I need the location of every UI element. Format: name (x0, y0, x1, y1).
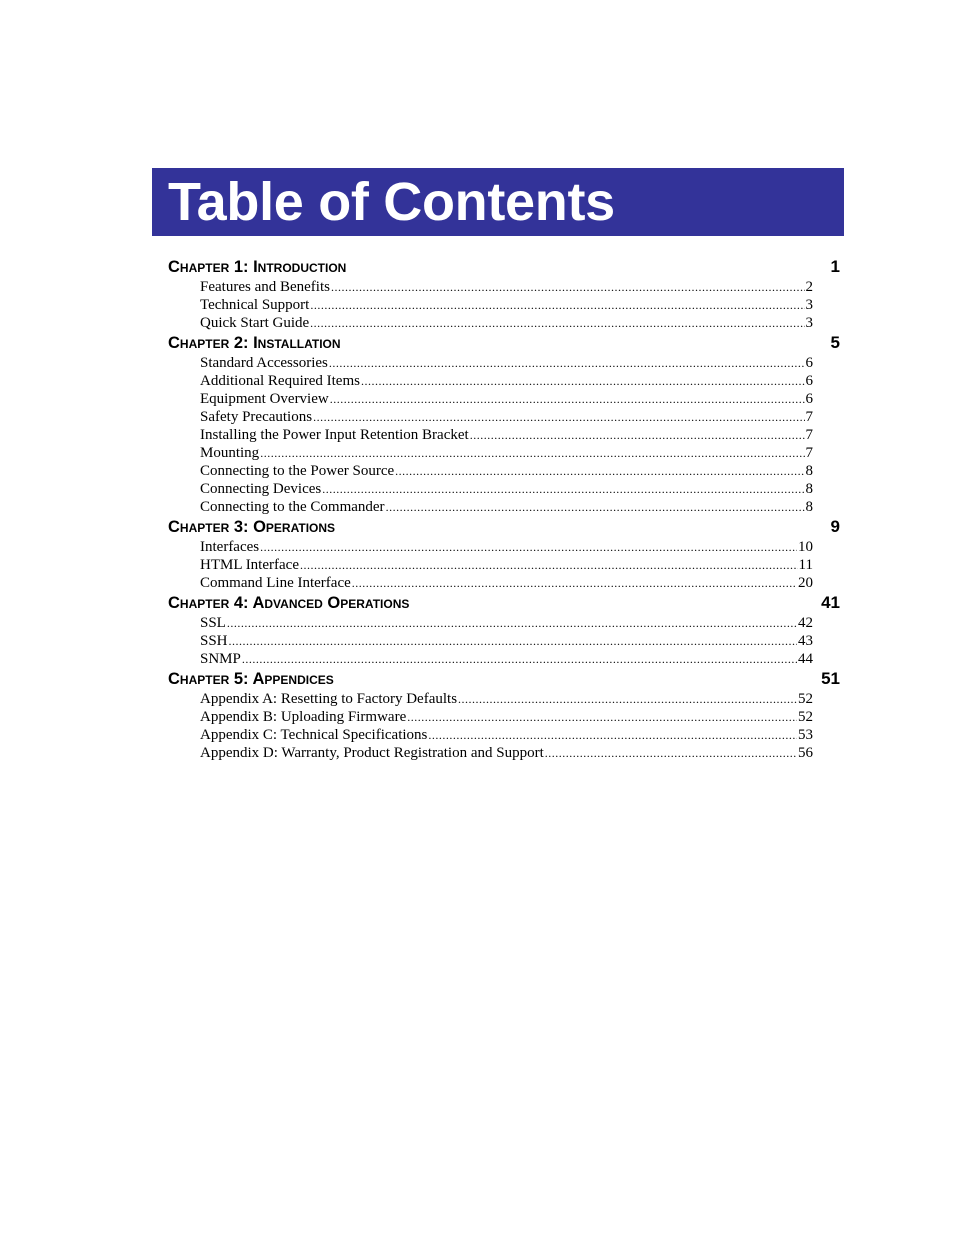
toc-entry-page-number: 6 (805, 355, 813, 371)
dot-leader (322, 480, 804, 498)
toc-entry-title: Technical Support (200, 297, 310, 313)
toc-entry-title: Standard Accessories (200, 355, 328, 371)
chapter-page-number: 51 (821, 669, 840, 688)
chapter-heading[interactable] (168, 516, 840, 538)
toc-entry-title: Additional Required Items (200, 373, 360, 389)
toc-entry[interactable] (200, 690, 813, 708)
dot-leader (330, 390, 805, 408)
dot-leader (395, 462, 804, 480)
toc-entry-page-number: 7 (805, 409, 813, 425)
dot-leader (352, 574, 797, 592)
toc-entry-title: Features and Benefits (200, 279, 330, 295)
toc-entry[interactable] (200, 354, 813, 372)
dot-leader (260, 538, 797, 556)
toc-entry[interactable] (200, 480, 813, 498)
toc-entry-title: Interfaces (200, 539, 260, 555)
toc-entry-page-number: 6 (805, 391, 813, 407)
toc-entry-page-number: 7 (805, 445, 813, 461)
toc-entry-title: SNMP (200, 651, 241, 667)
dot-leader (361, 372, 805, 390)
toc-entry[interactable] (200, 390, 813, 408)
toc-entry-title: Appendix B: Uploading Firmware (200, 709, 407, 725)
chapter-heading[interactable] (168, 256, 840, 278)
toc-entry-title: Connecting Devices (200, 481, 322, 497)
toc-entry[interactable] (200, 538, 813, 556)
toc-entry-page-number: 8 (805, 481, 813, 497)
toc-entry[interactable] (200, 650, 813, 668)
toc-entry-title: Quick Start Guide (200, 315, 310, 331)
dot-leader (331, 278, 805, 296)
toc-entry[interactable] (200, 556, 813, 574)
toc-entry[interactable] (200, 296, 813, 314)
toc-entry[interactable] (200, 408, 813, 426)
table-of-contents (168, 256, 840, 762)
toc-entry[interactable] (200, 372, 813, 390)
chapter-heading[interactable] (168, 592, 840, 614)
toc-entry[interactable] (200, 574, 813, 592)
toc-entry-page-number: 10 (798, 539, 813, 555)
toc-entry-title: HTML Interface (200, 557, 299, 573)
toc-entry-title: Equipment Overview (200, 391, 329, 407)
dot-leader (229, 632, 797, 650)
toc-entry[interactable] (200, 314, 813, 332)
toc-entry-page-number: 20 (798, 575, 813, 591)
toc-entry-title: SSL (200, 615, 226, 631)
dot-leader (242, 650, 797, 668)
toc-entry-title: Appendix A: Resetting to Factory Defaults (200, 691, 458, 707)
toc-entry-page-number: 6 (805, 373, 813, 389)
title-banner (152, 168, 844, 236)
toc-entry[interactable] (200, 726, 813, 744)
toc-entry-page-number: 52 (798, 691, 813, 707)
toc-entry-page-number: 43 (798, 633, 813, 649)
dot-leader (300, 556, 798, 574)
chapter-page-number: 41 (821, 593, 840, 612)
toc-entry-page-number: 3 (805, 297, 813, 313)
dot-leader (458, 690, 797, 708)
toc-entry-title: Command Line Interface (200, 575, 351, 591)
toc-entry-page-number: 7 (805, 427, 813, 443)
chapter-page-number: 5 (830, 333, 840, 352)
dot-leader (310, 296, 804, 314)
toc-entry-title: Appendix D: Warranty, Product Registration and Support (200, 745, 544, 761)
toc-entry[interactable] (200, 444, 813, 462)
toc-entry-page-number: 8 (805, 499, 813, 515)
toc-entry-page-number: 56 (798, 745, 813, 761)
dot-leader (545, 744, 797, 762)
chapter-title: Chapter 1: Introduction (168, 258, 347, 276)
toc-entry[interactable] (200, 498, 813, 516)
dot-leader (329, 354, 805, 372)
dot-leader (407, 708, 797, 726)
toc-entry[interactable] (200, 614, 813, 632)
toc-entry-page-number: 2 (805, 279, 813, 295)
toc-entry-title: SSH (200, 633, 228, 649)
chapter-heading[interactable] (168, 332, 840, 354)
toc-entry-title: Safety Precautions (200, 409, 313, 425)
dot-leader (386, 498, 805, 516)
chapter-title: Chapter 4: Advanced Operations (168, 594, 410, 612)
chapter-page-number: 1 (830, 257, 840, 276)
toc-entry-page-number: 42 (798, 615, 813, 631)
toc-entry[interactable] (200, 744, 813, 762)
chapter-title: Chapter 2: Installation (168, 334, 341, 352)
toc-entry-title: Connecting to the Power Source (200, 463, 395, 479)
toc-entry-title: Installing the Power Input Retention Bracket (200, 427, 469, 443)
dot-leader (260, 444, 804, 462)
toc-entry-page-number: 8 (805, 463, 813, 479)
chapter-title: Chapter 5: Appendices (168, 670, 334, 688)
toc-entry-page-number: 44 (798, 651, 813, 667)
toc-entry[interactable] (200, 708, 813, 726)
toc-entry[interactable] (200, 632, 813, 650)
toc-entry[interactable] (200, 278, 813, 296)
toc-entry-page-number: 53 (798, 727, 813, 743)
dot-leader (227, 614, 797, 632)
toc-entry-page-number: 11 (798, 557, 813, 573)
toc-entry-title: Appendix C: Technical Specifications (200, 727, 428, 743)
chapter-page-number: 9 (830, 517, 840, 536)
dot-leader (470, 426, 805, 444)
dot-leader (313, 408, 804, 426)
toc-entry-page-number: 52 (798, 709, 813, 725)
page-title: Table of Contents (168, 172, 615, 232)
dot-leader (310, 314, 804, 332)
toc-entry-title: Connecting to the Commander (200, 499, 385, 515)
toc-entry[interactable] (200, 462, 813, 480)
chapter-heading[interactable] (168, 668, 840, 690)
toc-entry-page-number: 3 (805, 315, 813, 331)
dot-leader (428, 726, 797, 744)
toc-entry[interactable] (200, 426, 813, 444)
toc-entry-title: Mounting (200, 445, 260, 461)
chapter-title: Chapter 3: Operations (168, 518, 336, 536)
